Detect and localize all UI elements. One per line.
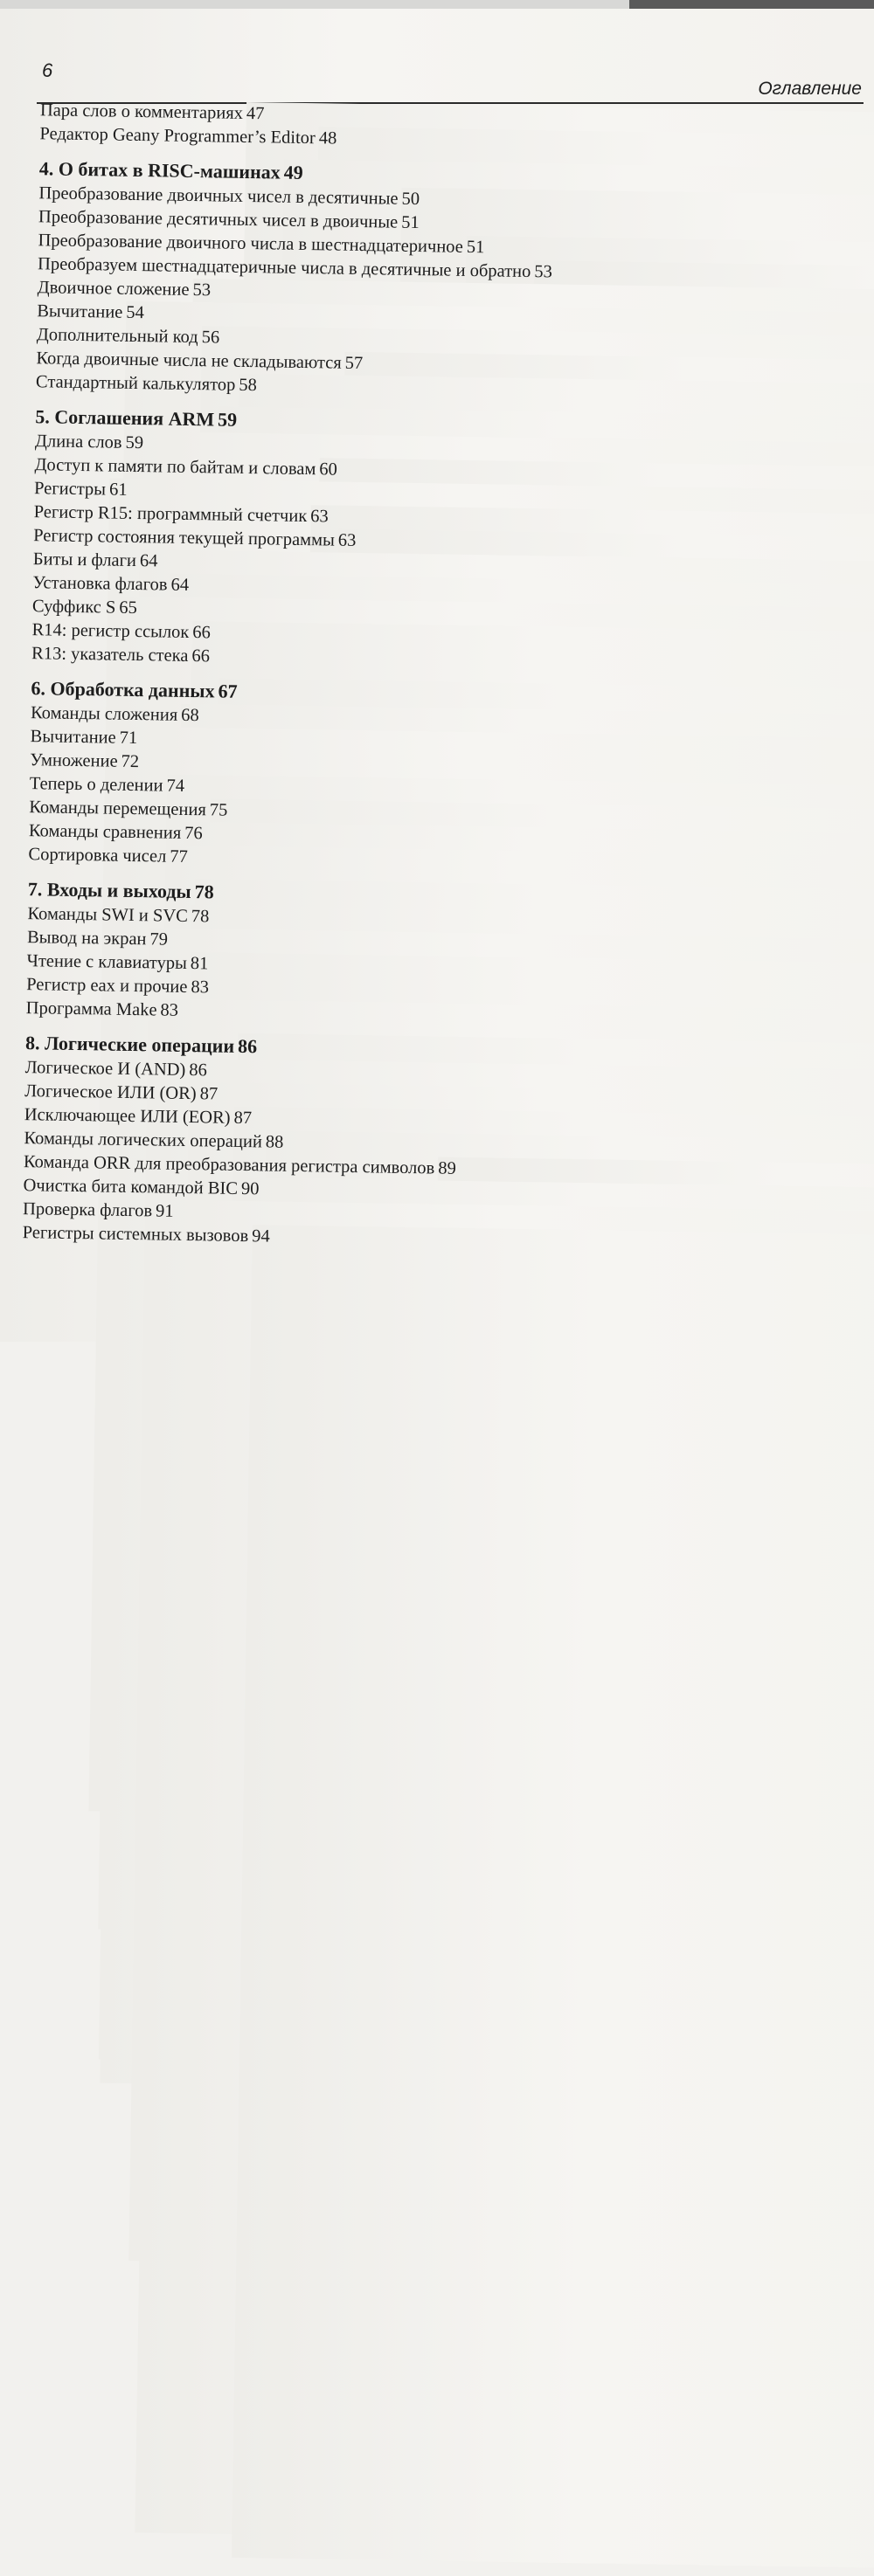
toc-entry-page: 49 — [263, 160, 874, 1507]
toc-entry-page: 77 — [149, 846, 874, 2193]
toc-entry-page: 58 — [218, 374, 874, 1721]
toc-entry-title: Двоичное сложение — [38, 276, 190, 302]
toc-entry-page: 48 — [298, 127, 874, 1474]
toc-entry-title: Преобразование двоичных чисел в десятичные — [38, 182, 399, 211]
toc-entry-page: 79 — [129, 928, 874, 2275]
toc-entry-title: 5. Соглашения ARM — [35, 404, 214, 432]
toc-entry-page: 57 — [324, 352, 874, 1699]
toc-entry-title: Преобразование десятичных чисел в двоичные — [38, 205, 399, 234]
toc-entry-title: R14: регистр ссылок — [31, 618, 189, 645]
toc-entry-page: 59 — [197, 406, 874, 1753]
toc-entry-page: 76 — [163, 822, 874, 2169]
toc-entry-title: 7. Входы и выходы — [28, 876, 191, 905]
toc-entry-page: 74 — [146, 775, 874, 2122]
book-page — [0, 9, 874, 1342]
toc-entry-page: 88 — [245, 1130, 874, 2477]
toc-entry-page: 59 — [105, 432, 874, 1778]
toc-entry-title: Умножение — [30, 749, 118, 774]
toc-entry-title: Вычитание — [37, 300, 122, 325]
toc-entry-title: Регистр R15: программный счетчик — [33, 501, 307, 528]
toc-entry-title: Когда двоичные числа не складываются — [36, 347, 342, 375]
toc-entry-title: Вывод на экран — [27, 926, 147, 951]
toc-entry-page: 78 — [170, 905, 874, 2252]
toc-entry-title: Программа Make — [26, 997, 157, 1022]
toc-entry-title: Логическое И (AND) — [24, 1056, 185, 1082]
toc-entry-page: 53 — [172, 279, 874, 1626]
toc-entry-title: Очистка бита командой BIC — [23, 1174, 238, 1201]
toc-entry-title: Команды сложения — [31, 701, 178, 728]
toc-entry-page: 86 — [217, 1033, 874, 2380]
page-number: 6 — [42, 59, 52, 82]
toc-entry-title: Преобразуем шестнадцатеричные числа в десятичные и обратно — [38, 252, 531, 284]
toc-entry-page: 89 — [418, 1157, 874, 2504]
toc-entry-title: R13: указатель стека — [31, 642, 189, 668]
toc-entry-page: 72 — [101, 750, 874, 2097]
toc-entry-page: 90 — [220, 1178, 874, 2524]
toc-entry-page: 61 — [88, 479, 874, 1826]
toc-entry-page: 83 — [170, 976, 874, 2323]
toc-entry-page: 91 — [135, 1199, 874, 2546]
toc-entry-title: Команда ORR для преобразования регистра символов — [24, 1150, 435, 1180]
toc-entry-title: Теперь о делении — [30, 772, 163, 798]
toc-entry-page: 53 — [514, 260, 874, 1607]
toc-entry-page: 75 — [189, 798, 874, 2145]
toc-entry-title: Установка флагов — [32, 571, 168, 597]
toc-entry-title: Чтение с клавиатуры — [26, 950, 187, 976]
toc-entry-title: Редактор Geany Programmer’s Editor — [39, 122, 316, 150]
toc-entry-title: Суффикс S — [32, 595, 116, 619]
toc-entry-title: 4. О битах в RISC-машинах — [39, 155, 281, 185]
toc-entry-title: Регистры — [34, 477, 106, 501]
toc-entry-page: 64 — [119, 549, 874, 1896]
toc-entry-title: Сортировка чисел — [28, 843, 166, 868]
toc-entry-title: Доступ к памяти по байтам и словам — [34, 453, 316, 481]
toc-entry-title: Регистр состояния текущей программы — [33, 524, 335, 552]
toc-entry-title: Команды логических операций — [24, 1127, 262, 1154]
toc-entry-title: Проверка флагов — [23, 1198, 152, 1223]
toc-entry-page: 94 — [231, 1225, 874, 2572]
toc-entry-title: Биты и флаги — [33, 548, 137, 573]
toc-entry-page: 47 — [225, 102, 874, 1449]
toc-entry-title: Исключающее ИЛИ (EOR) — [24, 1103, 231, 1130]
toc-entry-page: 87 — [179, 1082, 874, 2429]
toc-entry-title: Дополнительный код — [37, 323, 198, 349]
toc-entry-page: 50 — [381, 188, 874, 1535]
toc-entry-title: Регистр eax и прочие — [26, 973, 188, 999]
toc-entry-page: 54 — [106, 301, 874, 1648]
toc-entry-title: Команды SWI и SVC — [27, 902, 188, 929]
toc-entry-title: Пара слов о комментариях — [40, 99, 244, 126]
toc-entry-title: Команды сравнения — [29, 819, 182, 846]
toc-entry-page: 60 — [299, 458, 874, 1805]
toc-entry-page: 83 — [140, 999, 874, 2346]
toc-entry-page: 64 — [150, 574, 874, 1921]
running-title: Оглавление — [758, 79, 862, 100]
toc-entry-page: 63 — [289, 505, 874, 1852]
toc-entry-page: 81 — [170, 952, 874, 2299]
toc-entry-title: Логическое ИЛИ (OR) — [24, 1080, 197, 1106]
toc-entry-page: 63 — [317, 529, 874, 1876]
table-of-contents — [23, 99, 862, 1258]
toc-entry-page: 66 — [171, 645, 874, 1992]
toc-entry-page: 51 — [380, 211, 874, 1558]
toc-entry-page: 56 — [181, 326, 874, 1673]
scan-top-edge — [0, 0, 874, 9]
page-header — [0, 54, 865, 107]
toc-entry-page: 86 — [169, 1059, 874, 2406]
toc-entry-page: 66 — [172, 621, 874, 1968]
toc-entry-title: Длина слов — [35, 430, 122, 455]
scan-top-edge-light — [0, 0, 629, 9]
toc-entry-title: 8. Логические операции — [25, 1030, 234, 1060]
toc-entry-title: Команды перемещения — [29, 796, 206, 822]
toc-entry-title: Стандартный калькулятор — [36, 370, 236, 397]
toc-entry-page: 78 — [174, 879, 874, 2226]
toc-entry-page: 65 — [99, 597, 874, 1944]
toc-entry-page: 87 — [213, 1107, 874, 2454]
toc-entry-title: Вычитание — [30, 725, 115, 750]
toc-entry-page: 51 — [446, 236, 874, 1583]
toc-entry-title: 6. Обработка данных — [31, 675, 215, 704]
toc-entry-page: 71 — [99, 727, 874, 2074]
toc-entry-page: 67 — [198, 679, 874, 2026]
toc-entry-page: 68 — [160, 704, 874, 2051]
toc-entry-title: Регистры системных вызовов — [23, 1221, 249, 1248]
toc-entry-title: Преобразование двоичного числа в шестнадцатеричное — [38, 229, 463, 259]
